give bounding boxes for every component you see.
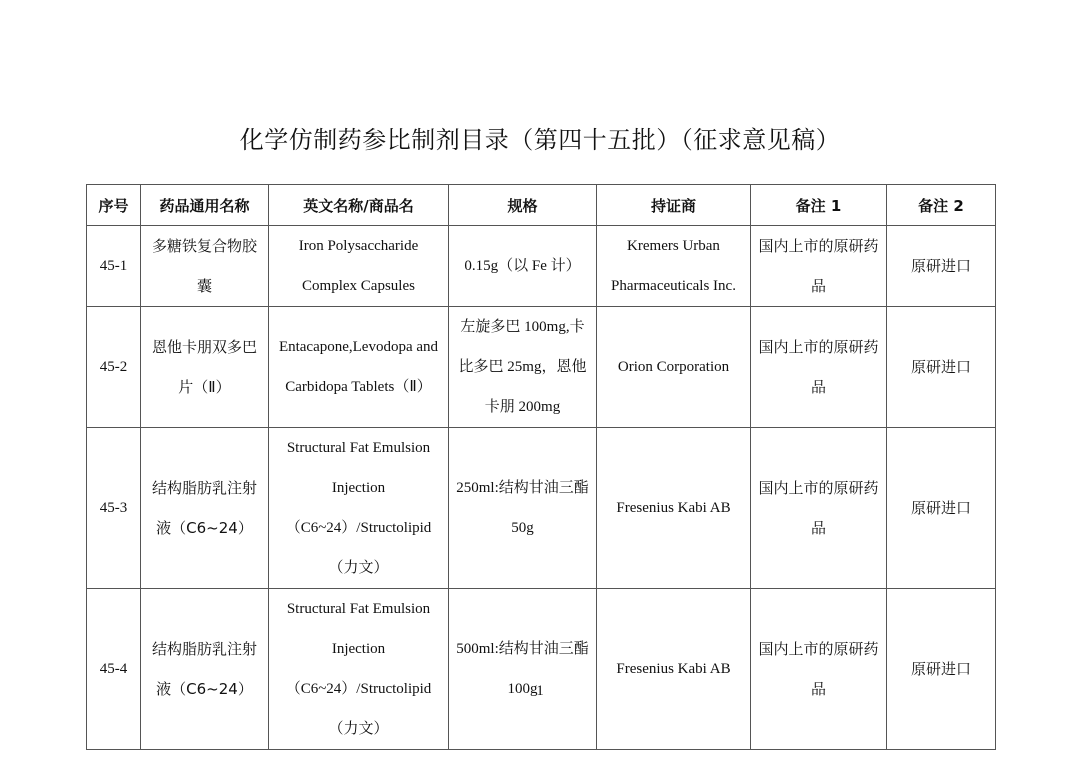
- cell-english-name: Entacapone,Levodopa and Carbidopa Tablets（Ⅱ）: [269, 307, 449, 428]
- cell-note-1: 国内上市的原研药品: [751, 307, 887, 428]
- header-specification: 规格: [449, 185, 597, 226]
- cell-license-holder: Kremers Urban Pharmaceuticals Inc.: [597, 226, 751, 307]
- header-note-1: 备注 1: [751, 185, 887, 226]
- cell-note-2: 原研进口: [887, 428, 996, 589]
- header-serial-no: 序号: [87, 185, 141, 226]
- reference-drug-table: [86, 184, 996, 750]
- cell-serial-no: 45-3: [87, 428, 141, 589]
- cell-note-2: 原研进口: [887, 307, 996, 428]
- table-header-row: [87, 185, 996, 226]
- cell-generic-name: 恩他卡朋双多巴片（Ⅱ）: [141, 307, 269, 428]
- table-row: [87, 226, 996, 307]
- cell-license-holder: Fresenius Kabi AB: [597, 428, 751, 589]
- cell-generic-name: 多糖铁复合物胶囊: [141, 226, 269, 307]
- cell-license-holder: Fresenius Kabi AB: [597, 589, 751, 750]
- cell-specification: 左旋多巴 100mg,卡比多巴 25mg，恩他卡朋 200mg: [449, 307, 597, 428]
- cell-note-1: 国内上市的原研药品: [751, 428, 887, 589]
- cell-note-1: 国内上市的原研药品: [751, 589, 887, 750]
- header-english-name: 英文名称/商品名: [269, 185, 449, 226]
- cell-english-name: Structural Fat Emulsion Injection（C6~24）/Structolipid（力文）: [269, 589, 449, 750]
- header-generic-name: 药品通用名称: [141, 185, 269, 226]
- page-number: 1: [536, 683, 544, 699]
- page-title: 化学仿制药参比制剂目录（第四十五批）（征求意见稿）: [239, 126, 841, 154]
- cell-generic-name: 结构脂肪乳注射液（C6~24）: [141, 589, 269, 750]
- cell-english-name: Iron Polysaccharide Complex Capsules: [269, 226, 449, 307]
- cell-specification: 250ml:结构甘油三酯 50g: [449, 428, 597, 589]
- cell-generic-name: 结构脂肪乳注射液（C6~24）: [141, 428, 269, 589]
- cell-serial-no: 45-4: [87, 589, 141, 750]
- table-row: [87, 589, 996, 750]
- table-row: [87, 428, 996, 589]
- cell-note-1: 国内上市的原研药品: [751, 226, 887, 307]
- cell-serial-no: 45-1: [87, 226, 141, 307]
- cell-license-holder: Orion Corporation: [597, 307, 751, 428]
- cell-note-2: 原研进口: [887, 589, 996, 750]
- header-note-2: 备注 2: [887, 185, 996, 226]
- cell-english-name: Structural Fat Emulsion Injection（C6~24）/Structolipid（力文）: [269, 428, 449, 589]
- cell-specification: 0.15g（以 Fe 计）: [449, 226, 597, 307]
- table-row: [87, 307, 996, 428]
- cell-specification: 500ml:结构甘油三酯 100g: [449, 589, 597, 750]
- header-license-holder: 持证商: [597, 185, 751, 226]
- cell-serial-no: 45-2: [87, 307, 141, 428]
- cell-note-2: 原研进口: [887, 226, 996, 307]
